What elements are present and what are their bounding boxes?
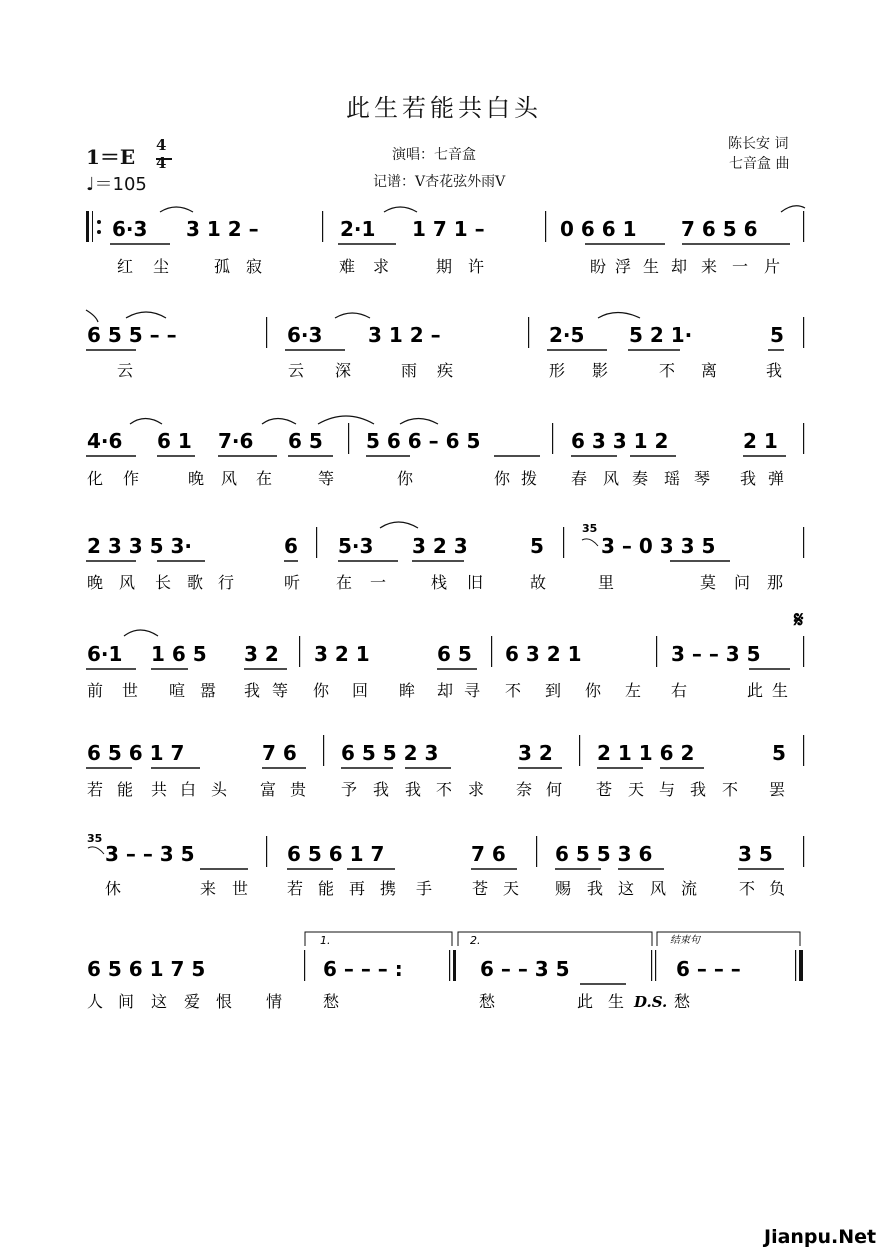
lyric: 天 [503,879,520,898]
lyric: 爱 [184,992,201,1011]
row-7 [87,832,804,869]
barline [803,735,804,766]
note-group: 6 – – – [676,957,741,981]
barline [491,636,492,667]
lyric: 头 [211,780,228,799]
second-ending-bracket [458,932,652,946]
lyric: 不 [505,681,522,700]
lyric: 眸 [399,681,416,700]
lyric: 能 [318,879,335,898]
lyric: 来 [200,879,217,898]
lyric: 若 [287,879,304,898]
row-4 [86,522,804,561]
lyric: 愁 [479,992,496,1011]
note-group: 0 6 6 1 [560,217,637,241]
note-group: 6·3 [287,323,323,347]
lyric: 你 [585,681,602,700]
lyric: 疾 [437,361,454,380]
row-8 [87,950,803,984]
lyric: 不 [739,879,756,898]
time-signature-bottom: 4 [156,154,167,172]
lyric: 若 [87,780,104,799]
barline [803,317,804,348]
lyrics-row-8 [87,992,691,1011]
lyric: 我 [244,681,261,700]
note-group: 6 5 6 1 7 [87,741,185,765]
tempo-value: ＝105 [94,174,147,195]
lyric: 我 [587,879,604,898]
note-group: 3 – – 3 5 [671,642,761,666]
note-group: 3 2 [518,741,553,765]
lyric: 人 [87,992,104,1011]
composer-credit: 七音盒 曲 [729,156,790,172]
lyric: 前 [87,681,104,700]
lyric: 形 [549,361,566,380]
final-thin-barline [795,950,796,981]
lyric: 在 [336,573,353,592]
note-group: 6·1 [87,642,123,666]
lyrics-row-6 [87,780,785,799]
barline [803,636,804,667]
lyric: 回 [352,681,369,700]
lyric: 我 [690,780,707,799]
lyric: 不 [436,780,453,799]
final-barline [799,950,803,981]
lyric: 到 [545,681,562,700]
note-group: 6 5 6 1 7 5 [87,957,206,981]
tie-slur [781,206,805,212]
lyric: 生 [608,992,625,1011]
lyric: 愁 [674,992,691,1011]
note-group: 3 1 2 – [368,323,441,347]
lyric: 不 [722,780,739,799]
barline [803,423,804,454]
lyric: 左 [625,681,642,700]
note-group: 5 [772,741,786,765]
note-group: 6 3 3 1 2 [571,429,669,453]
lyric: 片 [764,257,781,276]
lyric: 再 [349,879,366,898]
lyric: 携 [380,879,397,898]
barline [563,527,564,558]
note-group: 6 [284,534,298,558]
key-signature: 1＝E [86,145,136,169]
lyric: 故 [530,573,547,592]
lyric: 赐 [555,879,572,898]
lyric: 深 [335,361,352,380]
lyric: 莫 [700,573,717,592]
lyric: 春 [571,469,588,488]
lyric: 尘 [153,257,170,276]
end-repeat-barline [453,950,456,981]
lyric: 我 [405,780,422,799]
lyric: 却 [671,257,688,276]
note-group: 6 5 5 3 6 [555,842,653,866]
lyric: 情 [266,992,283,1011]
volta-brackets [305,932,800,947]
grace-notes: 35 [87,832,103,845]
lyric: 能 [117,780,134,799]
lyric: 瑶 [664,469,681,488]
song-title: 此生若能共白头 [346,94,542,122]
tie-slur [335,313,370,318]
note-group: 3 2 3 [412,534,468,558]
site-watermark: Jianpu.Net [764,1226,877,1248]
note-group: 3 1 2 – [186,217,259,241]
segno-icon: 𝄋 [794,607,804,633]
barline [552,423,553,454]
lyric: 我 [373,780,390,799]
lyric: 等 [318,469,335,488]
lyrics-row-3 [87,469,784,488]
first-ending-label: 1. [320,934,331,947]
note-group: 2·1 [340,217,376,241]
note-group: 6 5 [288,429,323,453]
lyric: 求 [468,780,485,799]
note-group: 6 – – – : [323,957,403,981]
lyrics-row-2 [117,361,782,380]
lyric: 白 [180,780,197,799]
lyrics-row-1 [117,257,780,276]
lyric: 风 [119,573,136,592]
row-2 [86,310,804,350]
tie-slur [160,207,193,212]
lyric: 奏 [632,469,649,488]
lyric: 旧 [467,573,484,592]
note-group: 3 2 [244,642,279,666]
lyric: 共 [151,780,168,799]
tie-slur [318,416,374,424]
grace-slur [88,847,104,854]
lyric: 晚 [87,573,104,592]
lyric: 浮 [615,257,632,276]
note-group: 6 5 5 2 3 [341,741,439,765]
lyric: 影 [592,361,609,380]
lyric: 手 [416,879,433,898]
row-6 [86,735,804,768]
lyric: 我 [740,469,757,488]
double-barline [651,950,652,981]
lyric: 罢 [769,780,786,799]
note-group: 3 2 1 [314,642,370,666]
lyric: 许 [468,257,485,276]
lyric: 栈 [431,573,448,592]
tie-slur [400,419,438,425]
lyric: 生 [772,681,789,700]
note-group: 6 5 5 – – [87,323,177,347]
tie-slur [598,313,640,319]
barline [266,317,267,348]
note-group: 3 5 [738,842,773,866]
barline [528,317,529,348]
repeat-dot [97,230,101,234]
barline [803,211,804,242]
lyric: 孤 [214,257,231,276]
lyric: 嚣 [200,681,217,700]
note-group: 5 [530,534,544,558]
note-group: 6·3 [112,217,148,241]
lyric: 盼 [590,257,607,276]
lyric: 愁 [323,992,340,1011]
note-group: 5 6 6 – 6 5 [366,429,481,453]
barline [323,735,324,766]
barline [536,836,537,867]
lyric: 奈 [516,780,533,799]
note-group: 2 1 1 6 2 [597,741,695,765]
lyric: 风 [603,469,620,488]
lyric: 一 [370,573,387,592]
lyric: 负 [769,879,786,898]
lyric: 拨 [521,469,538,488]
row-3 [86,416,804,456]
lyric: 难 [339,257,356,276]
lyric: 云 [288,361,305,380]
barline [579,735,580,766]
lyric: 我 [766,361,783,380]
note-group: 2 1 [743,429,778,453]
lyric: 喧 [169,681,186,700]
lyric: 富 [260,780,277,799]
note-group: 3 – 0 3 3 5 [601,534,716,558]
row-1 [86,206,805,244]
lyric: 右 [671,681,688,700]
end-repeat-thin-barline [449,950,450,981]
tie-slur [380,522,418,528]
note-group: 2·5 [549,323,585,347]
lyric: 里 [598,573,615,592]
lyric: 求 [373,257,390,276]
lyric: 此 [577,992,594,1011]
lyric: 天 [628,780,645,799]
barline [545,211,546,242]
lyric: 你 [397,469,414,488]
lyric: 一 [732,257,749,276]
singer-credit: 演唱：七音盒 [392,147,476,163]
tie-slur [262,419,296,425]
note-group: 3 – – 3 5 [105,842,195,866]
barline [803,836,804,867]
repeat-dot [97,220,101,224]
lyric: 这 [151,992,168,1011]
lyric: 何 [546,780,563,799]
lyric: 作 [123,469,140,488]
lyric: 离 [701,361,718,380]
lyric: 与 [659,780,676,799]
note-group: 2 3 3 5 3· [87,534,193,558]
note-group: 7 6 5 6 [681,217,758,241]
grace-slur [582,539,598,546]
lyric: 风 [650,879,667,898]
note-group: 4·6 [87,429,123,453]
tie-slur [124,630,158,636]
lyric: 贵 [290,780,307,799]
note-group: 6 5 6 1 7 [287,842,385,866]
lyric: 苍 [472,879,489,898]
lyric: 予 [341,780,358,799]
lyric: 歌 [187,573,204,592]
barline [316,527,317,558]
lyric: 流 [681,879,698,898]
lyric: 红 [117,257,134,276]
lyric: 间 [118,992,135,1011]
second-ending-label: 2. [470,934,481,947]
barline [304,950,305,981]
lyric: 琴 [694,469,711,488]
lyric: 世 [232,879,249,898]
coda-label: 结束句 [670,935,700,946]
note-group: 7·6 [218,429,254,453]
lyrics-row-7 [105,879,785,898]
tie-slur [130,419,162,425]
barline [299,636,300,667]
lyric: 行 [218,573,235,592]
tie-slur [384,207,417,212]
lyric: 寻 [464,681,481,700]
note-group: 5 2 1· [629,323,693,347]
lyric: 不 [659,361,676,380]
lyric: 你 [494,469,511,488]
note-group: 6 3 2 1 [505,642,582,666]
lyric: 来 [701,257,718,276]
tie-slur [86,310,98,322]
lyricist-credit: 陈长安 词 [728,136,789,152]
lyric: 问 [734,573,751,592]
lyric: 听 [284,573,301,592]
note-group: 6 1 [157,429,192,453]
lyric: 那 [767,573,784,592]
tie-slur [126,312,166,318]
note-group: 7 6 [262,741,297,765]
lyric: 此 [747,681,764,700]
lyric: 休 [105,879,122,898]
note-group: 5·3 [338,534,374,558]
lyric: 晚 [188,469,205,488]
lyric: 生 [643,257,660,276]
lyric: 弹 [768,469,785,488]
start-repeat-thin-barline [92,211,93,242]
double-barline [655,950,656,981]
note-group: 6 5 [437,642,472,666]
row-5 [86,630,804,669]
lyric: 风 [221,469,238,488]
dal-segno-mark: D.S. [634,993,668,1011]
lyric: 你 [313,681,330,700]
barline [656,636,657,667]
lyric: 等 [272,681,289,700]
lyric: 却 [437,681,454,700]
note-group: 1 7 1 – [412,217,485,241]
lyric: 这 [618,879,635,898]
start-repeat-barline [86,211,89,242]
note-group: 6 – – 3 5 [480,957,570,981]
note-group: 7 6 [471,842,506,866]
lyric: 期 [436,257,453,276]
lyric: 恨 [216,992,233,1011]
lyric: 化 [87,469,104,488]
lyric: 世 [122,681,139,700]
lyric: 雨 [401,361,418,380]
note-group: 1 6 5 [151,642,207,666]
barline [348,423,349,454]
barline [322,211,323,242]
lyric: 长 [155,573,172,592]
lyrics-row-4 [87,573,783,592]
lyric: 苍 [596,780,613,799]
barline [266,836,267,867]
barline [803,527,804,558]
quarter-note-icon: ♩ [86,174,95,195]
lyric: 云 [117,361,134,380]
lyric: 在 [256,469,273,488]
lyrics-row-5 [87,681,788,700]
time-signature-top: 4 [156,136,167,154]
lyric: 寂 [246,257,263,276]
grace-notes: 35 [582,522,598,535]
note-group: 5 [770,323,784,347]
transcriber-credit: 记谱：V杏花弦外雨V [373,174,506,190]
